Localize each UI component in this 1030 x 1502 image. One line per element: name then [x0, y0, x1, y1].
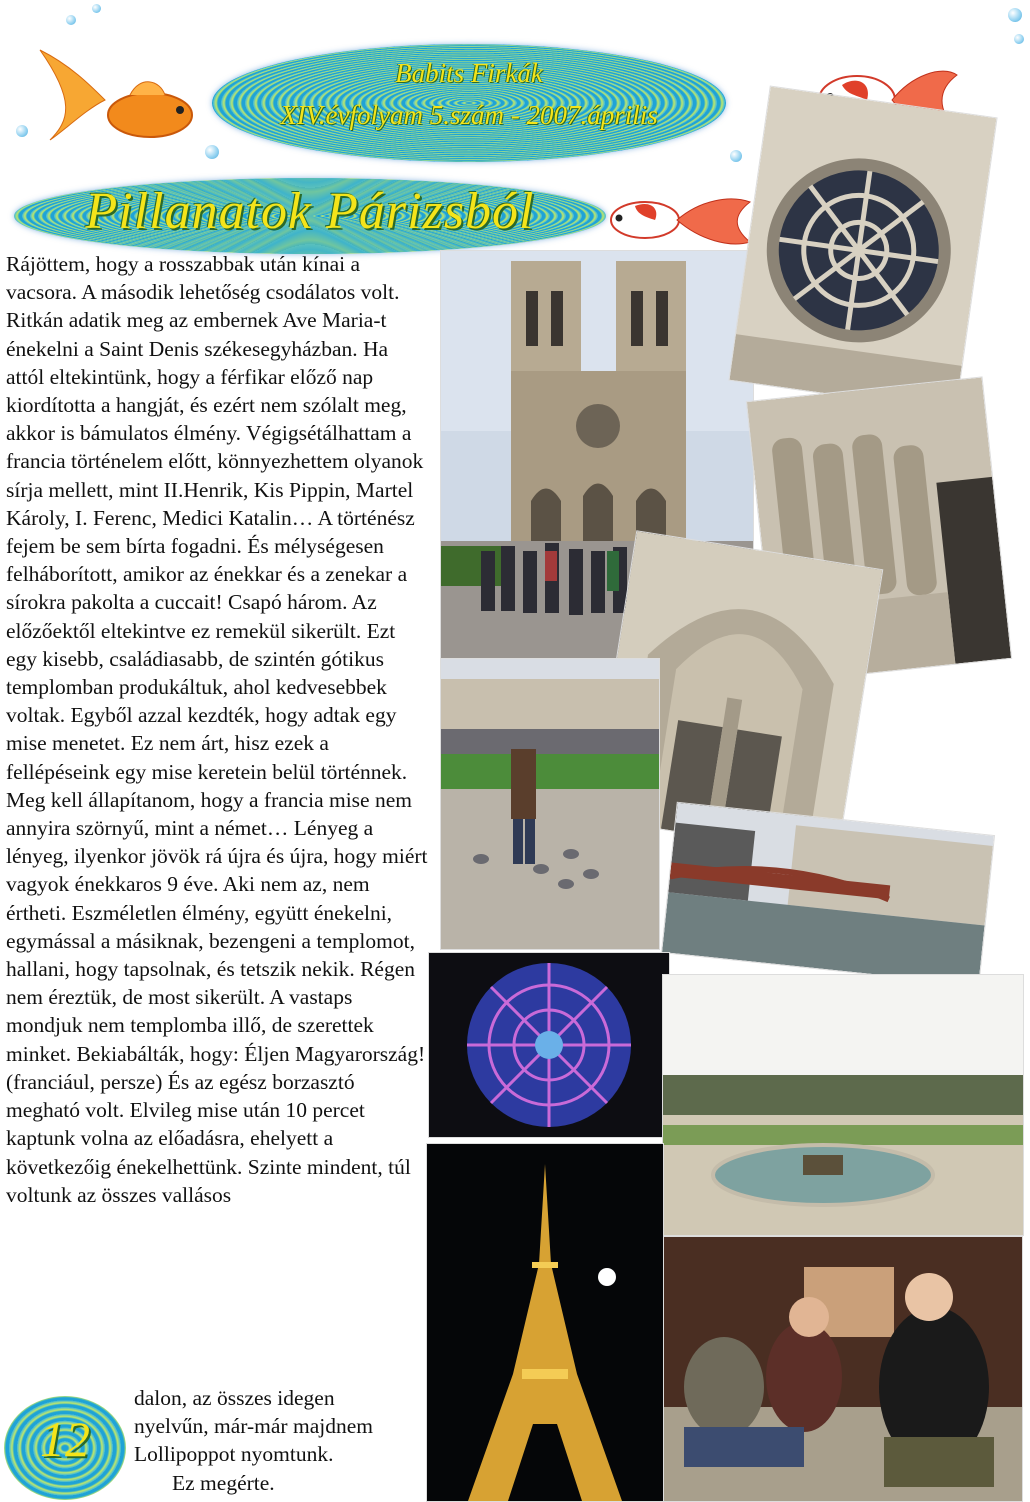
eiffel-tower-night-photo — [426, 1143, 664, 1502]
bubble-decoration — [16, 125, 28, 137]
ending-line-3: Lollipoppot nyomtunk. — [134, 1442, 334, 1467]
square-pigeons-photo — [440, 658, 660, 950]
goldfish-icon — [605, 190, 755, 250]
versailles-gardens-photo — [662, 974, 1024, 1236]
page-number: 12 — [40, 1411, 90, 1467]
bubble-decoration — [1014, 34, 1024, 44]
bubble-decoration — [205, 145, 219, 159]
header-line-1: Babits Firkák — [395, 58, 543, 88]
article-title: Pillanatok Párizsból — [85, 183, 535, 240]
ending-line-4: Ez megérte. — [172, 1470, 275, 1495]
goldfish-icon — [30, 40, 200, 145]
friends-sitting-photo — [663, 1236, 1023, 1502]
ending-line-1: dalon, az összes idegen — [134, 1386, 335, 1410]
bubble-decoration — [1008, 8, 1022, 22]
seine-bridge-photo — [661, 802, 995, 987]
bubble-decoration — [730, 150, 742, 162]
article-body: Rájöttem, hogy a rosszabbak után kínai a vacsora. A második lehetőség csodálatos volt. Ritkán adatik meg az embernek Ave Maria-t énekelni a Saint Denis székesegyházban. Ha attól eltekintünk, hogy a férfikar előző nap kiordította a hangját, és ezért nem szólalt meg, akkor is bámulatos élmény. Végigsétálhattam a francia történelem előtt, könnyezhettem olyanok sírja mellett, mint II.Henrik, Kis Pippin, Martel Károly, I. Ferenc, Medici Katalin… A történész fejem be sem bírta fogadni. És mélységesen felháborított, amikor az énekkar és a zenekar a sírokra pakolta a cuccait! Csapó három. Az előzőektől eltekintve ez remekül sikerült. Ezt egy kisebb, családiasabb, de szintén gótikus templomban produkáltuk, ahol kedvesebbek voltak. Egyből azzal kezdték, hogy adtak egy mise menetet. Ez nem árt, hisz ezek a fellépéseink egy mise keretein belül történnek. Meg kell állapítanom, hogy a francia mise nem annyira szörnyű, mint a német… Lényeg a lényeg, ilyenkor jövök rá újra és újra, hogy miért vagyok énekkaros 9 éve. Aki nem az, nem értheti. Eszméletlen élmény, együtt énekelni, egymással a másiknak, bezengeni a templomot, hallani, hogy tapsolnak, és tetszik nekik. Régen nem éreztük, de most sikerült. A vastaps mondjuk nem templomba illő, de szerettek minket. Bekiabálták, hogy: Éljen Magyarország!(franciául, persze) És az egész borzasztó megható volt. Elvileg mise után 10 percet kaptunk volna az előadásra, ehelyett a következőig énekelhettünk. Szinte mindent, túl voltunk az összes vallásos — [6, 252, 428, 1207]
rose-window-night-photo — [428, 952, 670, 1138]
header-line-2: XIV.évfolyam 5.szám - 2007.április — [280, 100, 658, 130]
bubble-decoration — [92, 4, 101, 13]
bubble-decoration — [66, 15, 76, 25]
ending-line-2: nyelvűn, már-már majdnem — [134, 1414, 373, 1439]
rose-window-exterior-photo — [728, 85, 997, 412]
article-ending — [134, 1384, 434, 1497]
